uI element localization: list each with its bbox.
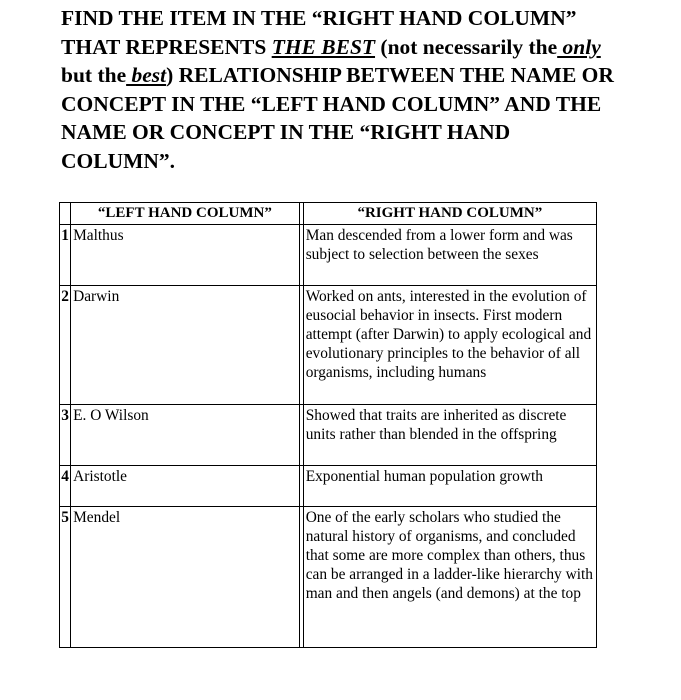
- row-number: 2: [60, 286, 71, 405]
- left-item: Aristotle: [71, 466, 300, 507]
- row-number: 1: [60, 225, 71, 286]
- instructions-line-5: [61, 118, 681, 147]
- instructions-line-1: [61, 4, 681, 33]
- table-row: [60, 286, 596, 405]
- instructions-text: NAME OR CONCEPT IN THE “RIGHT HAND: [61, 120, 511, 145]
- row-number: 5: [60, 507, 71, 647]
- emphasis-only: only: [557, 34, 601, 59]
- row-number: 3: [60, 405, 71, 466]
- instructions-text: ) RELATIONSHIP BETWEEN THE NAME OR: [166, 63, 614, 88]
- instructions-heading: [61, 4, 681, 176]
- instructions-text: COLUMN”.: [61, 148, 176, 173]
- instructions-text: THAT REPRESENTS: [61, 34, 272, 59]
- instructions-text: FIND THE ITEM IN THE “RIGHT HAND COLUMN”: [61, 6, 577, 30]
- table-row: [60, 466, 596, 507]
- header-left-column: “LEFT HAND COLUMN”: [71, 203, 300, 225]
- row-number: 4: [60, 466, 71, 507]
- emphasis-the-best: THE BEST: [271, 34, 376, 59]
- header-right-column: “RIGHT HAND COLUMN”: [304, 203, 596, 225]
- header-number-cell: [60, 203, 71, 225]
- left-item: Mendel: [71, 507, 300, 647]
- left-item: Darwin: [71, 286, 300, 405]
- right-item: Worked on ants, interested in the evolution of eusocial behavior in insects. First modern attempt (after Darwin) to apply ecological and evolutionary principles to the behavior of all organisms, including humans: [304, 286, 596, 405]
- table-header-row: [60, 203, 596, 225]
- table-row: [60, 405, 596, 466]
- instructions-text: but the: [61, 63, 127, 88]
- instructions-line-2: [61, 33, 681, 62]
- emphasis-best: best: [126, 63, 167, 88]
- table-row: [60, 225, 596, 286]
- right-item: Exponential human population growth: [304, 466, 596, 507]
- right-item: One of the early scholars who studied the natural history of organisms, and concluded that some are more complex than others, thus can be arranged in a ladder-like hierarchy with man and then angels (and demons) at the top: [305, 509, 593, 602]
- left-item: Malthus: [71, 225, 300, 286]
- left-item: E. O Wilson: [71, 405, 300, 466]
- matching-table: [59, 202, 597, 648]
- right-item: Man descended from a lower form and was subject to selection between the sexes: [304, 225, 596, 286]
- right-item: Showed that traits are inherited as discrete units rather than blended in the offspring: [304, 405, 596, 466]
- instructions-text: (not necessarily the: [375, 34, 558, 59]
- instructions-line-4: [61, 90, 681, 119]
- instructions-text: CONCEPT IN THE “LEFT HAND COLUMN” AND THE: [61, 91, 602, 116]
- table-row: [60, 507, 596, 647]
- instructions-line-3: [61, 61, 681, 90]
- instructions-line-6: [61, 147, 681, 176]
